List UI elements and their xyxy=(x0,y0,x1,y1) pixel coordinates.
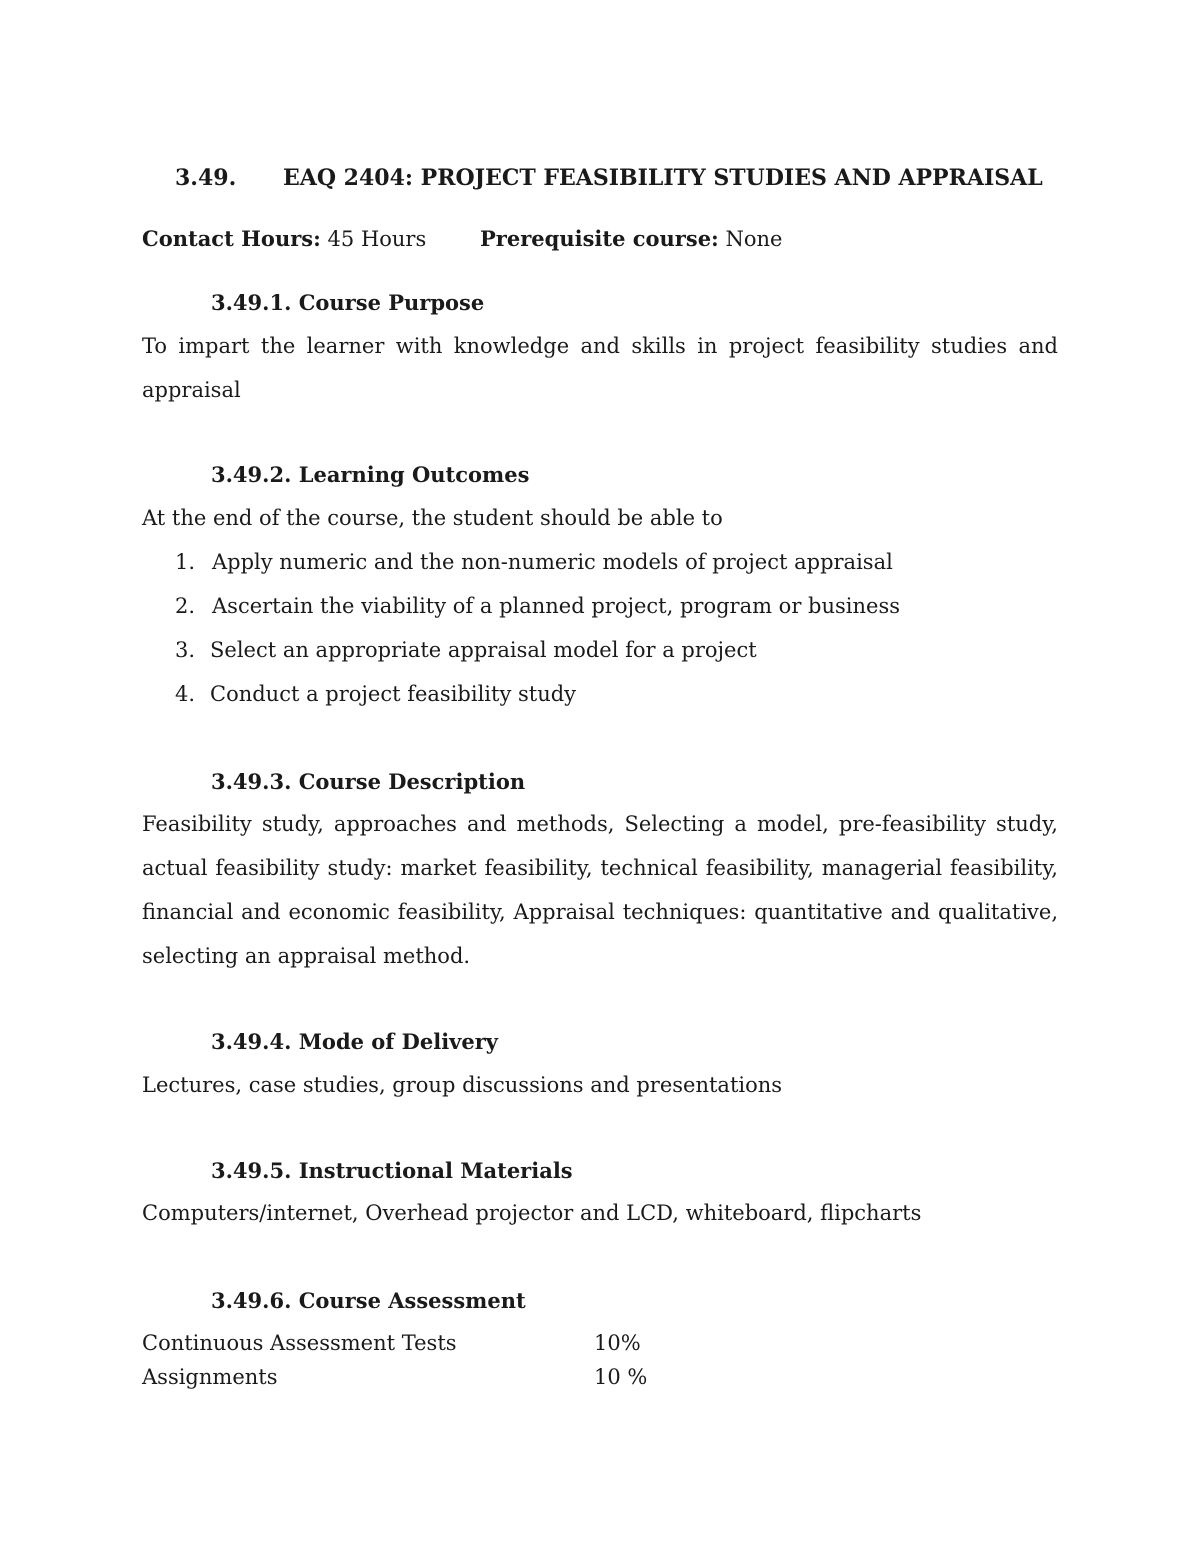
list-text: Conduct a project feasibility study xyxy=(210,682,577,706)
purpose-heading: 3.49.1. Course Purpose xyxy=(211,290,485,315)
assessment-label: Continuous Assessment Tests xyxy=(142,1331,457,1355)
contact-hours-label: Contact Hours: xyxy=(142,226,321,251)
materials-body: Computers/internet, Overhead projector and LCD, whiteboard, flipcharts xyxy=(142,1201,922,1225)
list-text: Select an appropriate appraisal model for a project xyxy=(210,638,757,662)
page-title: EAQ 2404: PROJECT FEASIBILITY STUDIES AND APPRAISAL xyxy=(283,165,1043,191)
materials-heading: 3.49.5. Instructional Materials xyxy=(211,1158,573,1183)
delivery-heading: 3.49.4. Mode of Delivery xyxy=(211,1029,499,1054)
list-number: 3. xyxy=(175,638,196,662)
description-body: Feasibility study, approaches and methods, Selecting a model, pre-feasibility study, actual feasibility study: market feasibility, technical feasibility, managerial feasibility, financial and economic feasibility, Appraisal techniques: quantitative and qualitative, selecting an appraisal method. xyxy=(142,812,1058,968)
prerequisite xyxy=(480,226,782,251)
list-number: 4. xyxy=(175,682,196,706)
list-text: Apply numeric and the non-numeric models of project appraisal xyxy=(212,550,893,574)
outcomes-heading: 3.49.2. Learning Outcomes xyxy=(211,462,530,487)
list-text: Ascertain the viability of a planned project, program or business xyxy=(212,594,900,618)
assessment-value: 10 % xyxy=(594,1365,648,1389)
contact-hours xyxy=(142,226,426,251)
contact-hours-value: 45 Hours xyxy=(327,227,427,251)
list-number: 2. xyxy=(175,594,196,618)
assessment-value: 10% xyxy=(594,1331,641,1355)
prerequisite-value: None xyxy=(725,227,783,251)
list-number: 1. xyxy=(175,550,196,574)
purpose-body: To impart the learner with knowledge and skills in project feasibility studies and appraisal xyxy=(142,334,1058,402)
description-heading: 3.49.3. Course Description xyxy=(211,769,526,794)
section-number: 3.49. xyxy=(175,165,237,191)
delivery-body: Lectures, case studies, group discussions and presentations xyxy=(142,1073,783,1097)
prerequisite-label: Prerequisite course: xyxy=(480,226,719,251)
assessment-heading: 3.49.6. Course Assessment xyxy=(211,1288,526,1313)
outcomes-intro: At the end of the course, the student should be able to xyxy=(142,506,723,530)
assessment-label: Assignments xyxy=(142,1365,278,1389)
